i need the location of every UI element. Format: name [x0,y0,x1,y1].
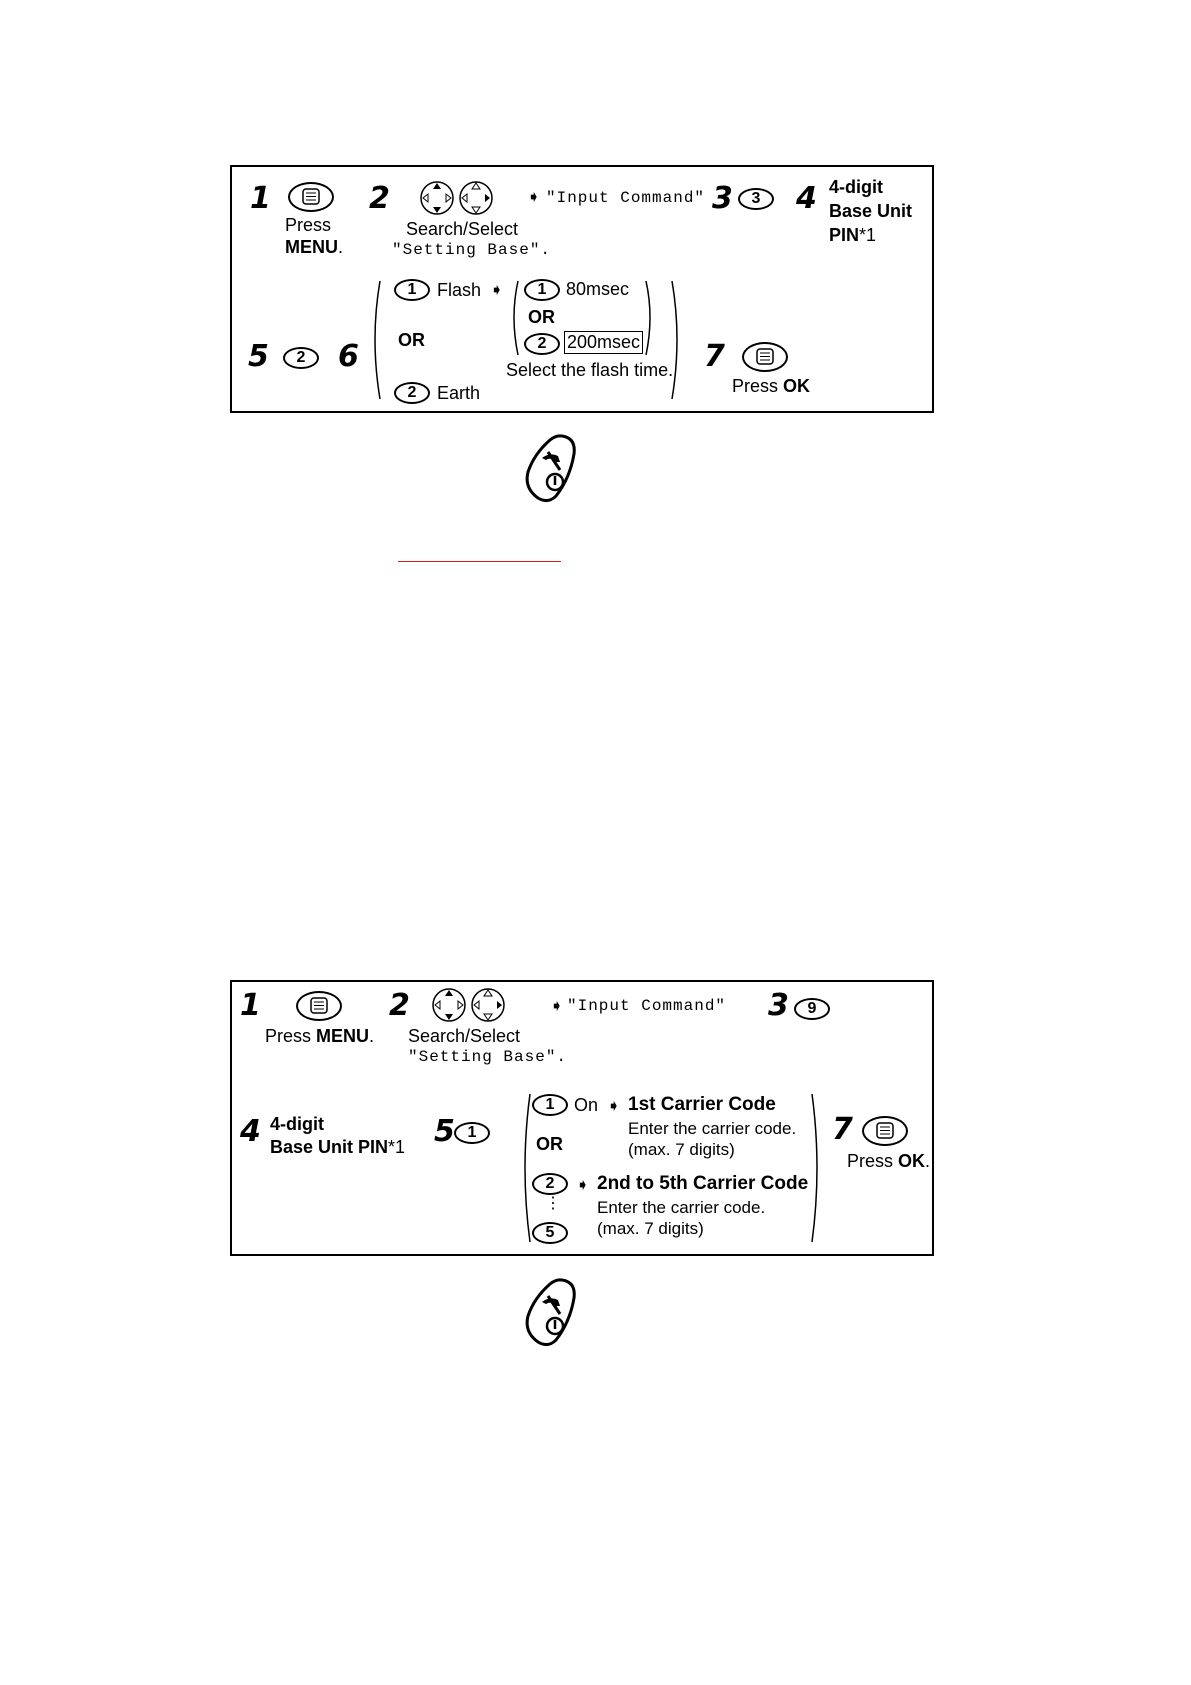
menu-key-icon [862,1116,908,1146]
arrow-right-icon: ➧ [490,282,504,299]
carrier-code-desc: Enter the carrier code. [597,1198,766,1217]
pin-line2: Base Unit [829,201,913,221]
or-text: OR [398,330,425,350]
digit-key-icon: 2 [283,347,319,369]
sub-option-200: 200msec [564,331,643,354]
flash-option: Flash [437,280,482,300]
menu-key-icon [296,991,342,1021]
menu-label: MENU. [285,237,344,257]
earth-option: Earth [437,383,481,403]
step-number: 5 [434,1114,455,1149]
digit-key-icon: 5 [532,1222,568,1244]
flash-time-note: Select the flash time. [506,360,674,380]
press-ok-label: Press OK [732,376,811,396]
instruction-panel-flash [230,165,934,413]
step2-label: Search/Select [408,1026,521,1046]
step-number: 5 [248,339,269,374]
step2-sub: "Setting Base". [392,241,552,259]
sub-option-80: 80msec [566,279,630,299]
digit-key-icon: 2 [394,382,430,404]
step2-sub: "Setting Base". [408,1048,568,1066]
step-number: 1 [250,181,271,216]
carrier-code-limit: (max. 7 digits) [628,1140,735,1159]
pin-line2: Base Unit PIN*1 [270,1137,406,1157]
step1-label: Press [285,215,332,235]
input-command-text: "Input Command" [567,997,727,1015]
bracket-left [518,1092,534,1244]
press-ok-label: Press OK. [847,1151,931,1171]
digit-key-icon: 3 [738,188,774,210]
step-number: 7 [832,1112,853,1147]
step-number: 6 [338,339,359,374]
digit-key-icon: 1 [524,279,560,301]
or-text: OR [528,307,555,327]
bracket-right [808,1092,824,1244]
or-text: OR [536,1134,563,1154]
digit-key-icon: 1 [454,1122,490,1144]
arrow-right-icon: ➧ [576,1177,590,1194]
digit-key-icon: 2 [524,333,560,355]
bracket-right [668,279,684,401]
press-menu-label: Press MENU. [265,1026,375,1046]
bracket-right [642,279,656,357]
instruction-panel-carrier [230,980,934,1256]
bracket-left [508,279,522,357]
step-number: 1 [240,988,261,1023]
step-number: 7 [704,339,725,374]
digit-key-icon: 1 [532,1094,568,1116]
input-command-text: "Input Command" [546,189,706,207]
bracket-left [368,279,384,401]
digit-key-icon: 2 [532,1173,568,1195]
off-hook-key-icon [522,1276,580,1348]
menu-key-icon [288,182,334,212]
carrier-code-title: 1st Carrier Code [628,1094,776,1115]
pin-line1: 4-digit [829,177,883,197]
off-hook-key-icon [522,432,580,504]
step-number: 2 [389,988,410,1023]
step-number: 4 [240,1114,261,1149]
step-number: 3 [712,181,733,216]
dots: ⋮ [545,1195,561,1212]
step-number: 3 [768,988,789,1023]
step-number: 4 [796,181,817,216]
arrow-right-icon: ➧ [607,1098,621,1115]
pin-line1: 4-digit [270,1114,324,1134]
arrow-right-icon: ➧ [550,998,564,1015]
pin-line3: PIN*1 [829,225,877,245]
separator-line [398,561,561,562]
digit-key-icon: 1 [394,279,430,301]
digit-key-icon: 9 [794,998,830,1020]
step-number: 2 [369,181,390,216]
menu-key-icon [742,342,788,372]
step2-label: Search/Select [406,219,519,239]
carrier-code-desc: Enter the carrier code. [628,1119,797,1138]
carrier-code-limit: (max. 7 digits) [597,1219,704,1238]
nav-key-icon [430,986,510,1024]
carrier-code-title: 2nd to 5th Carrier Code [597,1173,809,1194]
arrow-right-icon: ➧ [527,189,541,206]
on-option: On [574,1095,599,1115]
nav-key-icon [418,179,498,217]
